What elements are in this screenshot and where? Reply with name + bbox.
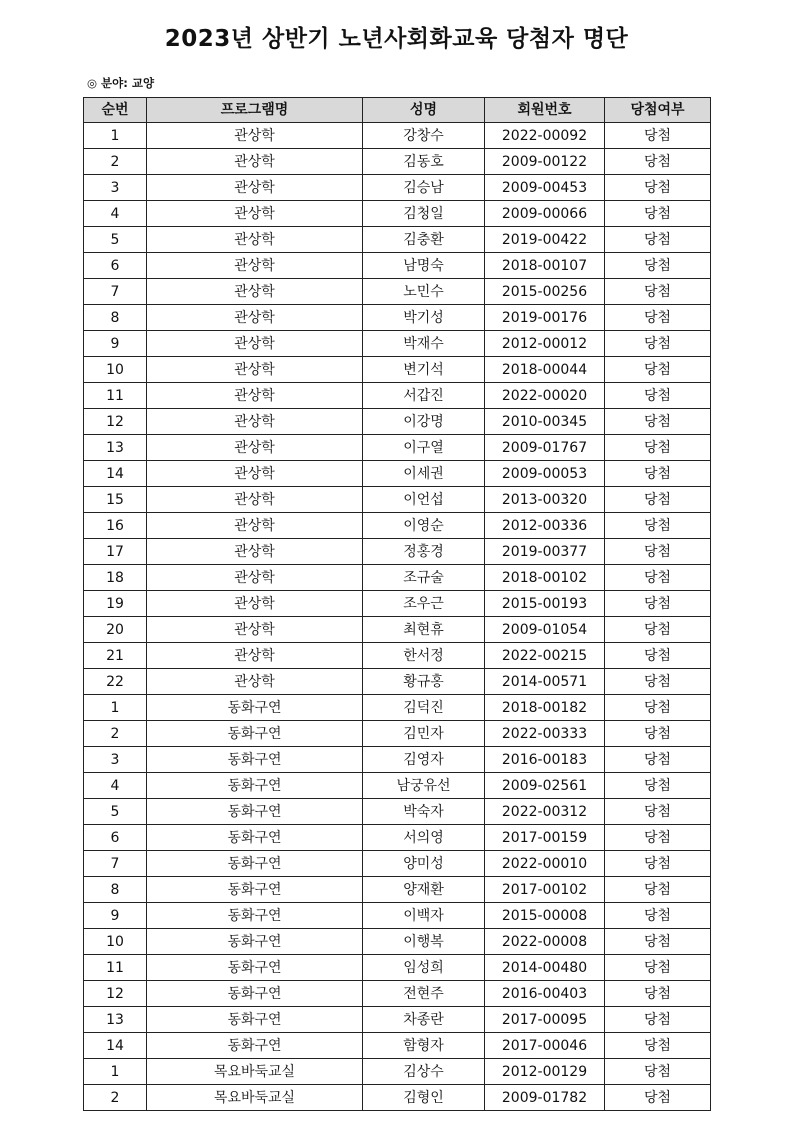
cell-member-id: 2010-00345 xyxy=(485,409,605,435)
cell-program: 관상학 xyxy=(147,123,363,149)
cell-result: 당첨 xyxy=(605,643,711,669)
cell-result: 당첨 xyxy=(605,747,711,773)
cell-program: 동화구연 xyxy=(147,877,363,903)
cell-member-id: 2016-00183 xyxy=(485,747,605,773)
cell-number: 12 xyxy=(84,409,147,435)
cell-program: 동화구연 xyxy=(147,955,363,981)
cell-number: 6 xyxy=(84,253,147,279)
cell-result: 당첨 xyxy=(605,981,711,1007)
cell-program: 목요바둑교실 xyxy=(147,1085,363,1111)
cell-name: 서갑진 xyxy=(363,383,485,409)
cell-result: 당첨 xyxy=(605,461,711,487)
cell-number: 1 xyxy=(84,695,147,721)
cell-member-id: 2022-00333 xyxy=(485,721,605,747)
cell-program: 관상학 xyxy=(147,461,363,487)
table-row xyxy=(84,851,711,877)
cell-member-id: 2013-00320 xyxy=(485,487,605,513)
cell-result: 당첨 xyxy=(605,331,711,357)
cell-number: 12 xyxy=(84,981,147,1007)
table-row xyxy=(84,669,711,695)
header-program: 프로그램명 xyxy=(147,98,363,123)
cell-number: 16 xyxy=(84,513,147,539)
cell-program: 동화구연 xyxy=(147,773,363,799)
table-row xyxy=(84,799,711,825)
header-number: 순번 xyxy=(84,98,147,123)
table-row xyxy=(84,903,711,929)
table-row xyxy=(84,539,711,565)
cell-member-id: 2012-00336 xyxy=(485,513,605,539)
cell-member-id: 2009-01767 xyxy=(485,435,605,461)
cell-name: 이구열 xyxy=(363,435,485,461)
table-row xyxy=(84,435,711,461)
cell-program: 관상학 xyxy=(147,643,363,669)
header-result: 당첨여부 xyxy=(605,98,711,123)
cell-result: 당첨 xyxy=(605,799,711,825)
cell-member-id: 2019-00377 xyxy=(485,539,605,565)
cell-program: 관상학 xyxy=(147,305,363,331)
cell-number: 3 xyxy=(84,175,147,201)
cell-program: 동화구연 xyxy=(147,695,363,721)
cell-name: 김형인 xyxy=(363,1085,485,1111)
cell-member-id: 2017-00102 xyxy=(485,877,605,903)
cell-member-id: 2018-00102 xyxy=(485,565,605,591)
table-row xyxy=(84,643,711,669)
cell-number: 1 xyxy=(84,1059,147,1085)
table-row xyxy=(84,383,711,409)
cell-name: 박재수 xyxy=(363,331,485,357)
table-row xyxy=(84,305,711,331)
table-row xyxy=(84,981,711,1007)
cell-number: 20 xyxy=(84,617,147,643)
cell-number: 13 xyxy=(84,1007,147,1033)
cell-member-id: 2015-00008 xyxy=(485,903,605,929)
cell-name: 이언섭 xyxy=(363,487,485,513)
table-row xyxy=(84,591,711,617)
cell-name: 김상수 xyxy=(363,1059,485,1085)
header-name: 성명 xyxy=(363,98,485,123)
cell-result: 당첨 xyxy=(605,773,711,799)
cell-program: 관상학 xyxy=(147,435,363,461)
cell-program: 관상학 xyxy=(147,669,363,695)
cell-member-id: 2014-00571 xyxy=(485,669,605,695)
cell-program: 동화구연 xyxy=(147,799,363,825)
cell-name: 임성희 xyxy=(363,955,485,981)
cell-name: 변기석 xyxy=(363,357,485,383)
cell-result: 당첨 xyxy=(605,279,711,305)
cell-number: 5 xyxy=(84,227,147,253)
cell-program: 관상학 xyxy=(147,565,363,591)
cell-name: 이영순 xyxy=(363,513,485,539)
table-row xyxy=(84,877,711,903)
cell-number: 3 xyxy=(84,747,147,773)
table-row xyxy=(84,1059,711,1085)
cell-result: 당첨 xyxy=(605,929,711,955)
cell-program: 관상학 xyxy=(147,227,363,253)
cell-number: 7 xyxy=(84,851,147,877)
cell-program: 관상학 xyxy=(147,539,363,565)
cell-number: 4 xyxy=(84,773,147,799)
table-row xyxy=(84,513,711,539)
table-row xyxy=(84,695,711,721)
cell-number: 1 xyxy=(84,123,147,149)
cell-number: 11 xyxy=(84,383,147,409)
cell-result: 당첨 xyxy=(605,357,711,383)
field-label: ◎ 분야: 교양 xyxy=(87,76,155,90)
cell-name: 조우근 xyxy=(363,591,485,617)
cell-name: 최현휴 xyxy=(363,617,485,643)
cell-result: 당첨 xyxy=(605,669,711,695)
cell-name: 서의영 xyxy=(363,825,485,851)
table-row xyxy=(84,955,711,981)
cell-number: 2 xyxy=(84,721,147,747)
cell-result: 당첨 xyxy=(605,487,711,513)
cell-program: 동화구연 xyxy=(147,851,363,877)
table-row xyxy=(84,565,711,591)
cell-member-id: 2017-00159 xyxy=(485,825,605,851)
cell-number: 6 xyxy=(84,825,147,851)
table-row xyxy=(84,617,711,643)
cell-program: 동화구연 xyxy=(147,1007,363,1033)
cell-member-id: 2022-00020 xyxy=(485,383,605,409)
cell-result: 당첨 xyxy=(605,305,711,331)
table-row xyxy=(84,773,711,799)
cell-program: 동화구연 xyxy=(147,903,363,929)
cell-program: 동화구연 xyxy=(147,981,363,1007)
cell-number: 15 xyxy=(84,487,147,513)
cell-name: 김청일 xyxy=(363,201,485,227)
cell-member-id: 2015-00256 xyxy=(485,279,605,305)
cell-program: 관상학 xyxy=(147,383,363,409)
table-row xyxy=(84,461,711,487)
cell-result: 당첨 xyxy=(605,175,711,201)
cell-name: 김민자 xyxy=(363,721,485,747)
cell-number: 7 xyxy=(84,279,147,305)
header-member-id: 회원번호 xyxy=(485,98,605,123)
cell-number: 9 xyxy=(84,331,147,357)
cell-number: 14 xyxy=(84,461,147,487)
cell-program: 관상학 xyxy=(147,409,363,435)
cell-member-id: 2022-00008 xyxy=(485,929,605,955)
cell-number: 2 xyxy=(84,1085,147,1111)
cell-program: 관상학 xyxy=(147,591,363,617)
cell-program: 관상학 xyxy=(147,201,363,227)
cell-number: 18 xyxy=(84,565,147,591)
table-row xyxy=(84,1007,711,1033)
cell-program: 관상학 xyxy=(147,357,363,383)
table-row xyxy=(84,253,711,279)
table-row xyxy=(84,409,711,435)
cell-member-id: 2022-00010 xyxy=(485,851,605,877)
cell-name: 이강명 xyxy=(363,409,485,435)
cell-member-id: 2016-00403 xyxy=(485,981,605,1007)
cell-result: 당첨 xyxy=(605,123,711,149)
cell-program: 관상학 xyxy=(147,253,363,279)
cell-name: 양재환 xyxy=(363,877,485,903)
cell-number: 17 xyxy=(84,539,147,565)
cell-result: 당첨 xyxy=(605,409,711,435)
cell-program: 관상학 xyxy=(147,175,363,201)
page-title: 2023년 상반기 노년사회화교육 당첨자 명단 xyxy=(164,26,629,52)
cell-number: 9 xyxy=(84,903,147,929)
cell-number: 4 xyxy=(84,201,147,227)
cell-number: 11 xyxy=(84,955,147,981)
cell-name: 노민수 xyxy=(363,279,485,305)
cell-member-id: 2009-00122 xyxy=(485,149,605,175)
table-row xyxy=(84,123,711,149)
table-row xyxy=(84,331,711,357)
cell-result: 당첨 xyxy=(605,513,711,539)
cell-result: 당첨 xyxy=(605,903,711,929)
table-row xyxy=(84,149,711,175)
cell-number: 14 xyxy=(84,1033,147,1059)
cell-member-id: 2009-00053 xyxy=(485,461,605,487)
table-row xyxy=(84,1033,711,1059)
cell-result: 당첨 xyxy=(605,435,711,461)
cell-program: 동화구연 xyxy=(147,721,363,747)
cell-member-id: 2012-00129 xyxy=(485,1059,605,1085)
cell-number: 13 xyxy=(84,435,147,461)
cell-result: 당첨 xyxy=(605,539,711,565)
cell-number: 5 xyxy=(84,799,147,825)
cell-member-id: 2009-01054 xyxy=(485,617,605,643)
cell-name: 전현주 xyxy=(363,981,485,1007)
cell-member-id: 2018-00182 xyxy=(485,695,605,721)
cell-name: 황규홍 xyxy=(363,669,485,695)
cell-result: 당첨 xyxy=(605,149,711,175)
cell-program: 관상학 xyxy=(147,279,363,305)
cell-result: 당첨 xyxy=(605,1007,711,1033)
cell-number: 22 xyxy=(84,669,147,695)
cell-number: 19 xyxy=(84,591,147,617)
table-body xyxy=(84,123,711,1111)
table-row xyxy=(84,721,711,747)
cell-member-id: 2015-00193 xyxy=(485,591,605,617)
cell-name: 조규술 xyxy=(363,565,485,591)
cell-result: 당첨 xyxy=(605,383,711,409)
cell-member-id: 2009-01782 xyxy=(485,1085,605,1111)
cell-result: 당첨 xyxy=(605,591,711,617)
cell-name: 이세권 xyxy=(363,461,485,487)
table-row xyxy=(84,227,711,253)
cell-name: 남명숙 xyxy=(363,253,485,279)
cell-result: 당첨 xyxy=(605,851,711,877)
cell-result: 당첨 xyxy=(605,955,711,981)
cell-name: 김영자 xyxy=(363,747,485,773)
cell-member-id: 2018-00107 xyxy=(485,253,605,279)
cell-result: 당첨 xyxy=(605,201,711,227)
cell-result: 당첨 xyxy=(605,1033,711,1059)
table-header-row xyxy=(84,98,711,123)
cell-program: 목요바둑교실 xyxy=(147,1059,363,1085)
cell-member-id: 2022-00312 xyxy=(485,799,605,825)
cell-name: 박기성 xyxy=(363,305,485,331)
cell-result: 당첨 xyxy=(605,227,711,253)
cell-program: 동화구연 xyxy=(147,825,363,851)
cell-program: 관상학 xyxy=(147,513,363,539)
table-row xyxy=(84,825,711,851)
cell-number: 10 xyxy=(84,929,147,955)
cell-name: 김충환 xyxy=(363,227,485,253)
cell-program: 동화구연 xyxy=(147,1033,363,1059)
cell-name: 한서정 xyxy=(363,643,485,669)
cell-name: 함형자 xyxy=(363,1033,485,1059)
table-row xyxy=(84,201,711,227)
cell-name: 차종란 xyxy=(363,1007,485,1033)
table-row xyxy=(84,929,711,955)
cell-member-id: 2018-00044 xyxy=(485,357,605,383)
cell-name: 김동호 xyxy=(363,149,485,175)
cell-result: 당첨 xyxy=(605,1085,711,1111)
table-row xyxy=(84,175,711,201)
cell-result: 당첨 xyxy=(605,877,711,903)
cell-member-id: 2019-00422 xyxy=(485,227,605,253)
cell-program: 관상학 xyxy=(147,617,363,643)
cell-program: 동화구연 xyxy=(147,929,363,955)
cell-name: 강창수 xyxy=(363,123,485,149)
table-row xyxy=(84,279,711,305)
cell-name: 김덕진 xyxy=(363,695,485,721)
cell-name: 김승남 xyxy=(363,175,485,201)
cell-number: 2 xyxy=(84,149,147,175)
cell-program: 관상학 xyxy=(147,331,363,357)
cell-member-id: 2022-00092 xyxy=(485,123,605,149)
cell-member-id: 2009-00453 xyxy=(485,175,605,201)
cell-member-id: 2022-00215 xyxy=(485,643,605,669)
cell-result: 당첨 xyxy=(605,695,711,721)
cell-program: 관상학 xyxy=(147,149,363,175)
cell-number: 8 xyxy=(84,877,147,903)
cell-name: 남궁유선 xyxy=(363,773,485,799)
table-row xyxy=(84,747,711,773)
cell-result: 당첨 xyxy=(605,825,711,851)
cell-member-id: 2019-00176 xyxy=(485,305,605,331)
cell-member-id: 2012-00012 xyxy=(485,331,605,357)
cell-program: 동화구연 xyxy=(147,747,363,773)
cell-number: 10 xyxy=(84,357,147,383)
cell-name: 정홍경 xyxy=(363,539,485,565)
cell-result: 당첨 xyxy=(605,1059,711,1085)
cell-result: 당첨 xyxy=(605,617,711,643)
cell-name: 이행복 xyxy=(363,929,485,955)
cell-member-id: 2009-02561 xyxy=(485,773,605,799)
cell-result: 당첨 xyxy=(605,721,711,747)
cell-result: 당첨 xyxy=(605,253,711,279)
cell-member-id: 2017-00046 xyxy=(485,1033,605,1059)
cell-member-id: 2014-00480 xyxy=(485,955,605,981)
cell-name: 이백자 xyxy=(363,903,485,929)
cell-program: 관상학 xyxy=(147,487,363,513)
cell-member-id: 2009-00066 xyxy=(485,201,605,227)
table-row xyxy=(84,487,711,513)
cell-number: 8 xyxy=(84,305,147,331)
winners-table xyxy=(83,97,711,1111)
table-row xyxy=(84,1085,711,1111)
cell-member-id: 2017-00095 xyxy=(485,1007,605,1033)
cell-name: 박숙자 xyxy=(363,799,485,825)
cell-number: 21 xyxy=(84,643,147,669)
cell-result: 당첨 xyxy=(605,565,711,591)
table-row xyxy=(84,357,711,383)
cell-name: 양미성 xyxy=(363,851,485,877)
